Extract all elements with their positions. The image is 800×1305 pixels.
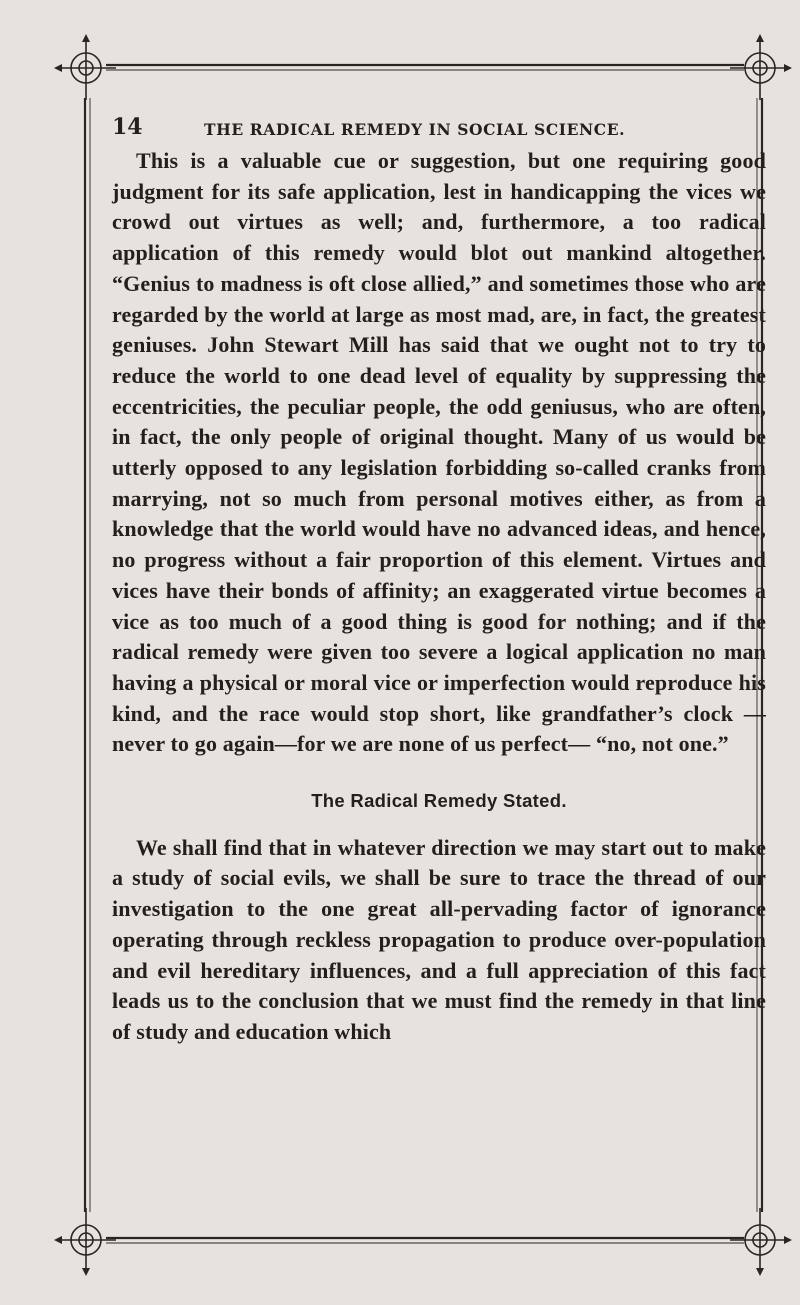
section-heading: The Radical Remedy Stated. xyxy=(311,790,567,812)
body-paragraph: We shall find that in whatever direction we may start out to make a study of social evils, we shall be sure to trace the thread of our investigation to the one great all-pervading factor of ignorance operating through reckless propagation to produce over-population and evil hereditary influences, and a full appreciation of this fact leads us to the conclusion that we must find the remedy in that line of study and education which xyxy=(112,834,766,1044)
running-title: THE RADICAL REMEDY IN SOCIAL SCIENCE. xyxy=(204,120,626,139)
page-number: 14 xyxy=(112,114,143,140)
page-body xyxy=(112,146,766,1048)
running-head xyxy=(112,114,772,144)
body-paragraph: This is a valuable cue or suggestion, but one requiring good judgment for its safe application, lest in handicapping the vices we crowd out virtues as well; and, furthermore, a too radical application of this remedy would blot out mankind altogether. “Genius to madness is oft close allied,” and sometimes those who are regarded by the world at large as most mad, are, in fact, the greatest geniuses. John Stewart Mill has said that we ought not to try to reduce the world to one dead level of equality by suppressing the eccentricities, the peculiar people, the odd geniusus, who are often, in fact, the only people of original thought. Many of us would be utterly opposed to any legislation forbidding so-called cranks from marrying, not so much from personal motives either, as from a knowledge that the world would have no advanced ideas, and hence, no progress without a fair proportion of this element. Virtues and vices have their bonds of affinity; an exaggerated virtue becomes a vice as too much of a good thing is good for nothing; and if the radical remedy were given too severe a logical application no man having a physical or moral vice or imperfection would reproduce his kind, and the race would stop short, like grandfather’s clock —never to go again—for we are none of us perfect— “no, not one.” xyxy=(112,148,766,757)
